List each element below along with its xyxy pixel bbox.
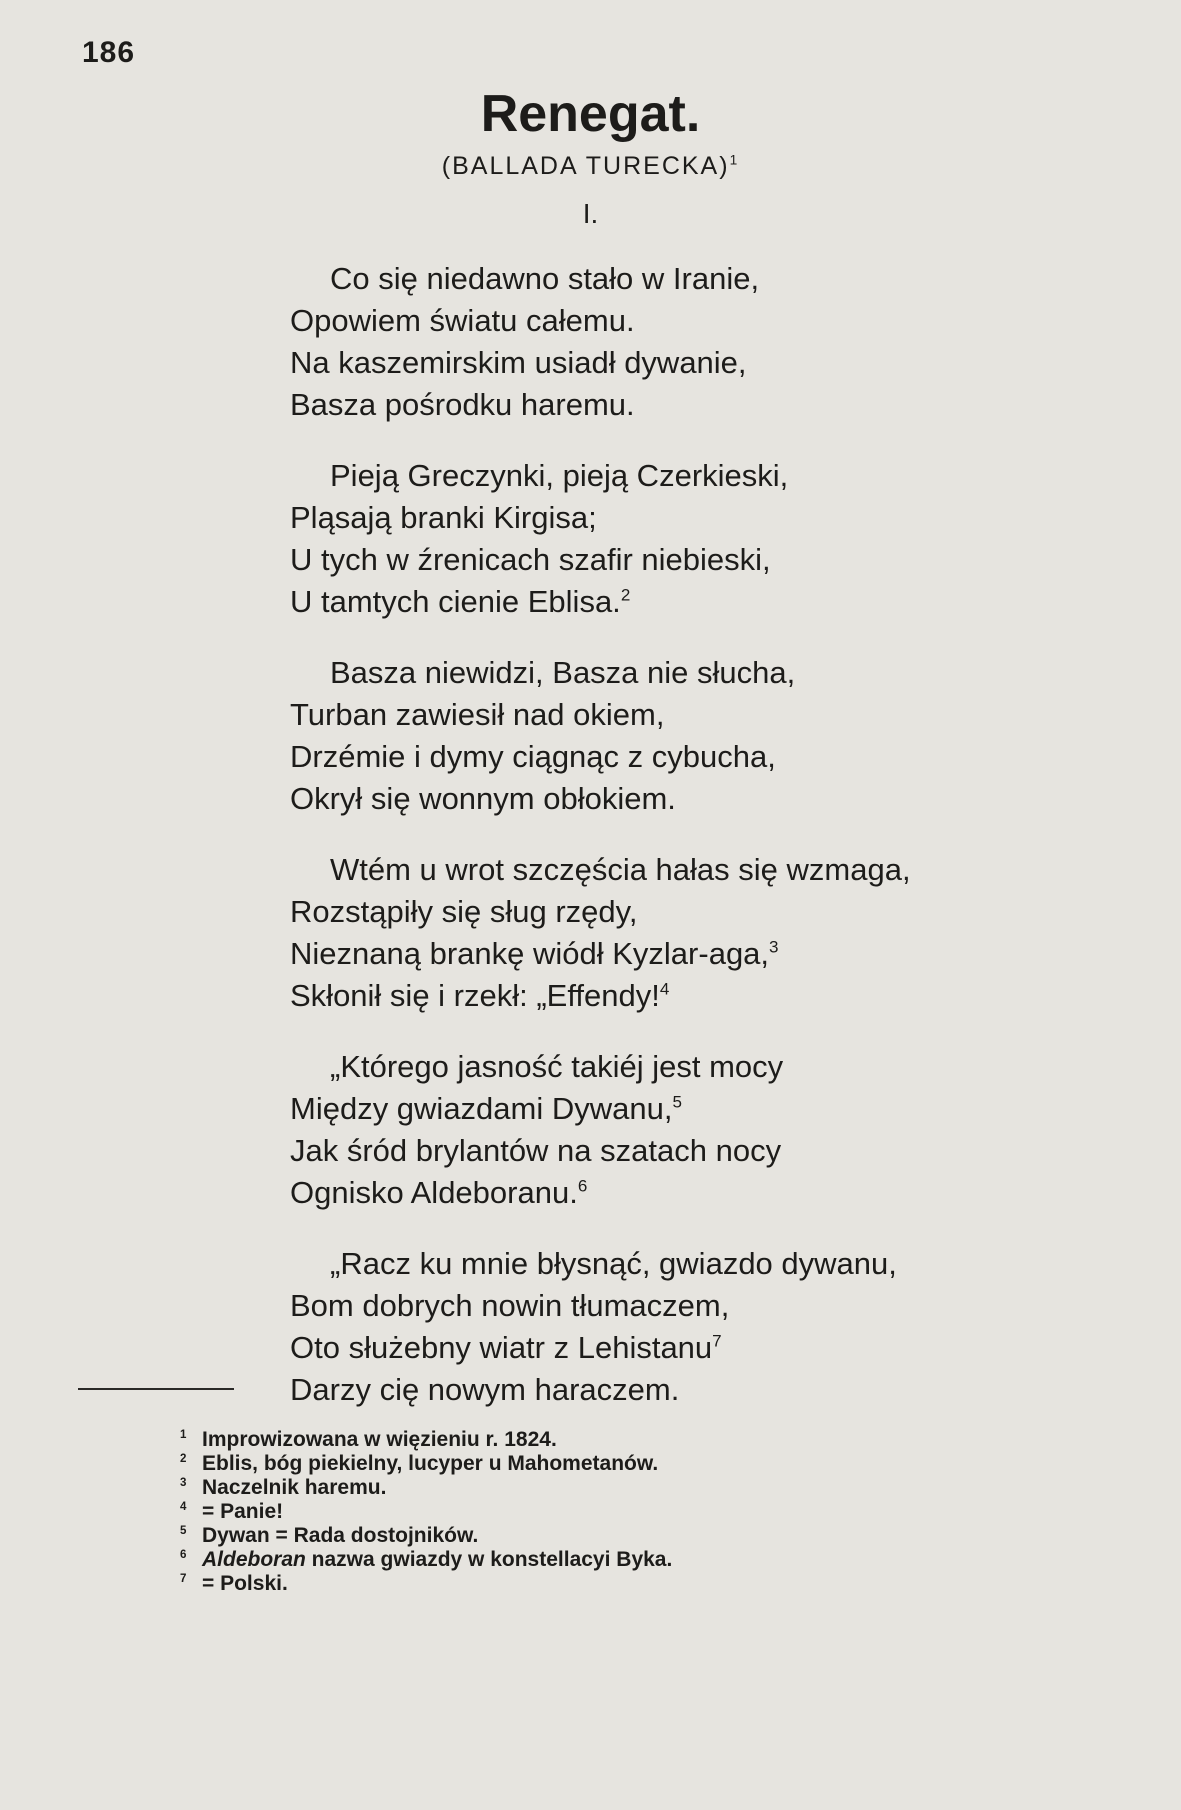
footnote-text: = Polski. [202,1572,288,1595]
footnote-text: Naczelnik haremu. [202,1476,387,1499]
verse-text: Drzémie i dymy ciągnąc z cybucha, [290,739,776,774]
verse-line [290,1088,1110,1130]
verse-text: Okrył się wonnym obłokiem. [290,781,676,816]
footnote: 3 Naczelnik haremu. [180,1476,387,1499]
verse-line [290,933,1110,975]
verse-text: Nieznaną brankę wiódł Kyzlar-aga, [290,936,770,971]
verse-text: „Racz ku mnie błysnąć, gwiazdo dywanu, [330,1246,897,1281]
verse-line [290,384,1110,426]
footnote-term: Aldeboran [202,1548,306,1571]
verse-line [290,1285,1110,1327]
verse-text: Turban zawiesił nad okiem, [290,697,665,732]
footnote-ref: 1 [729,152,740,168]
verse-line [290,849,1110,891]
verse-text: Między gwiazdami Dywanu, [290,1091,673,1126]
verse-line [290,1172,1110,1214]
poem-body [290,258,1110,1440]
stanza [290,849,1110,1017]
footnote: 6 Aldeboran nazwa gwiazdy w konstellacyi Byka. [180,1548,673,1571]
verse-text: Opowiem światu całemu. [290,303,635,338]
section-number: I. [582,198,599,229]
footnote-rule [78,1388,234,1390]
verse-text: „Którego jasność takiéj jest mocy [330,1049,784,1084]
footnote-ref: 6 [577,1176,588,1196]
footnotes [180,1428,1040,1596]
footnote-text: Eblis, bóg piekielny, lucyper u Mahometanów. [202,1452,659,1475]
footnote: 1 Improwizowana w więzieniu r. 1824. [180,1428,557,1451]
footnote-ref: 5 [672,1092,682,1112]
footnote: 4 = Panie! [180,1500,284,1523]
verse-text: Pląsają branki Kirgisa; [290,500,597,535]
footnote: 5 Dywan = Rada dostojników. [180,1524,479,1547]
footnote-ref: 3 [769,937,779,957]
verse-text: Oto służebny wiatr z Lehistanu [290,1330,713,1365]
verse-text: Basza niewidzi, Basza nie słucha, [330,655,796,690]
verse-text: Ognisko Aldeboranu. [290,1175,578,1210]
verse-line [290,497,1110,539]
verse-line [290,581,1110,623]
stanza [290,652,1110,820]
verse-text: Darzy cię nowym haraczem. [290,1372,680,1407]
stanza [290,455,1110,623]
verse-text: Na kaszemirskim usiadł dywanie, [290,345,747,380]
stanza [290,1046,1110,1214]
verse-line [290,1243,1110,1285]
verse-text: Bom dobrych nowin tłumaczem, [290,1288,730,1323]
footnote-text: nazwa gwiazdy w konstellacyi Byka. [305,1548,673,1571]
verse-line [290,891,1110,933]
footnote-text: Improwizowana w więzieniu r. 1824. [202,1428,557,1451]
stanza [290,1243,1110,1411]
verse-line [290,455,1110,497]
verse-line [290,1327,1110,1369]
footnote: 7 = Polski. [180,1572,288,1595]
verse-text: U tamtych cienie Eblisa. [290,584,621,619]
verse-line [290,539,1110,581]
verse-text: Wtém u wrot szczęścia hałas się wzmaga, [330,852,911,887]
footnote-text: Dywan = Rada dostojników. [202,1524,479,1547]
verse-line [290,1046,1110,1088]
verse-line [290,778,1110,820]
poem-title: Renegat. [480,85,701,143]
verse-text: Co się niedawno stało w Iranie, [330,261,760,296]
page-number: 186 [82,36,136,69]
verse-line [290,300,1110,342]
verse-line [290,1369,1110,1411]
verse-line [290,652,1110,694]
verse-line [290,258,1110,300]
verse-text: U tych w źrenicach szafir niebieski, [290,542,771,577]
footnote-ref: 7 [712,1331,722,1351]
verse-line [290,342,1110,384]
verse-line [290,694,1110,736]
footnote-text: = Panie! [202,1500,284,1523]
stanza [290,258,1110,426]
footnote-ref: 2 [620,585,631,605]
poem-subtitle [0,152,1181,181]
footnote-ref: 4 [659,979,670,999]
verse-text: Basza pośrodku haremu. [290,387,635,422]
verse-line [290,975,1110,1017]
verse-text: Pieją Greczynki, pieją Czerkieski, [330,458,789,493]
verse-text: Skłonił się i rzekł: „Effendy! [290,978,660,1013]
subtitle-text: (BALLADA TURECKA) [441,152,730,180]
verse-text: Rozstąpiły się sług rzędy, [290,894,638,929]
verse-text: Jak śród brylantów na szatach nocy [290,1133,782,1168]
verse-line [290,736,1110,778]
verse-line [290,1130,1110,1172]
footnote: 2 Eblis, bóg piekielny, lucyper u Mahometanów. [180,1452,659,1475]
